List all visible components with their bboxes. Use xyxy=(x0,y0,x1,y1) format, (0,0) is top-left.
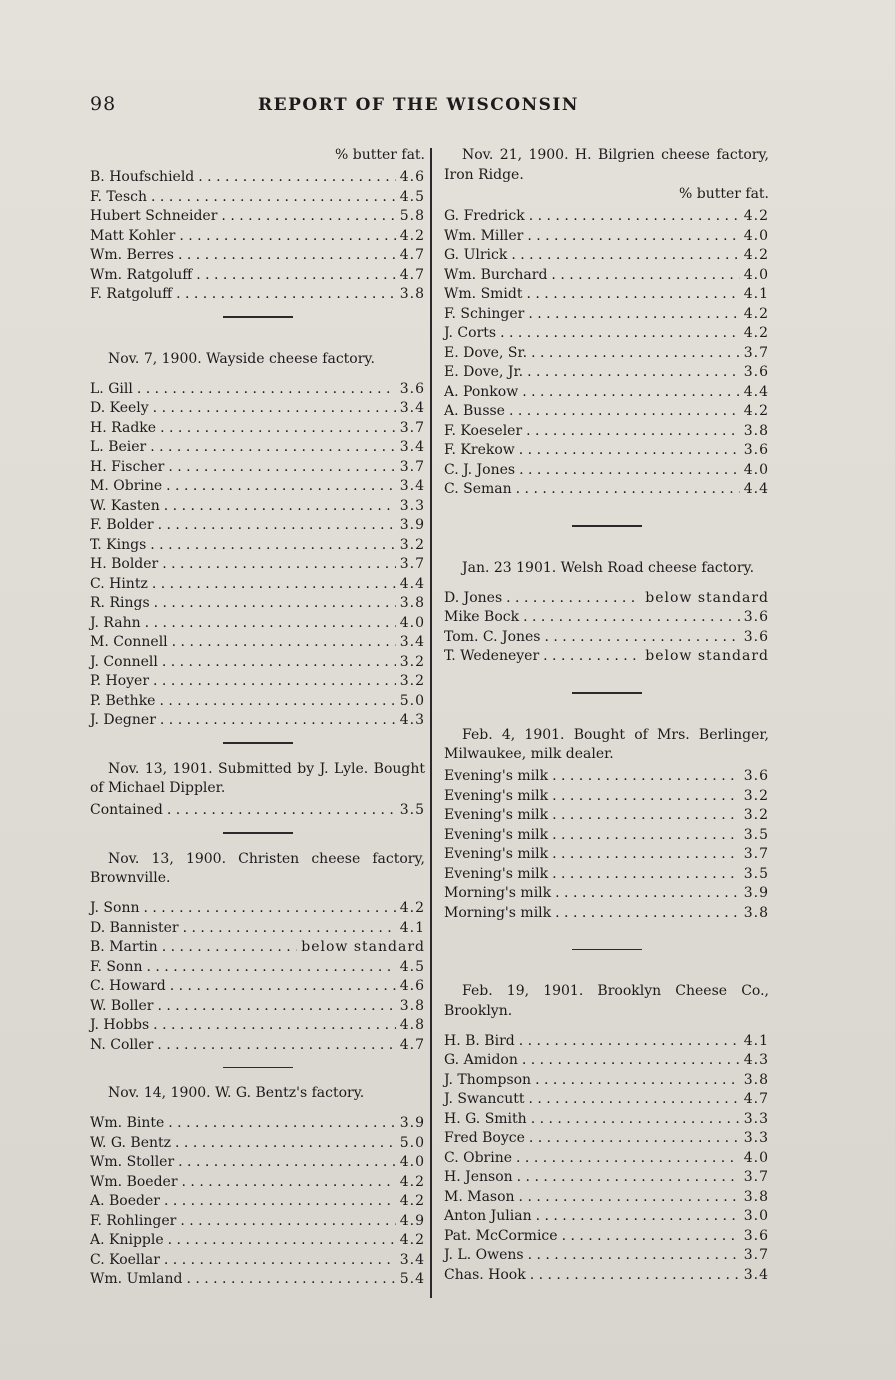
list-item: P. Bethke . . . 5.0 xyxy=(90,689,425,709)
list-item: M. Obrine . . . 3.4 xyxy=(90,475,425,495)
list-item: F. Sonn . . . 4.5 xyxy=(90,955,425,975)
column-label: % butter fat. xyxy=(334,147,425,163)
list-item: J. Connell . . . 3.2 xyxy=(90,650,425,670)
list-item: B. Houfschield . . . 4.6 xyxy=(90,166,425,186)
list-item: Morning's milk . . . 3.9 xyxy=(444,882,769,902)
entry-list xyxy=(90,1112,425,1288)
list-item: G. Ulrick . . . 4.2 xyxy=(444,244,769,264)
list-item: F. Rohlinger . . . 4.9 xyxy=(90,1209,425,1229)
entry-list xyxy=(90,166,425,303)
column-divider xyxy=(430,148,432,1298)
list-item: D. Keely . . . 3.4 xyxy=(90,397,425,417)
entry-list xyxy=(444,765,769,921)
list-item: H. Fischer . . . 3.7 xyxy=(90,455,425,475)
list-item: C. Obrine . . . 4.0 xyxy=(444,1146,769,1166)
list-item: Evening's milk . . . 3.2 xyxy=(444,804,769,824)
list-item: Wm. Burchard . . . 4.0 xyxy=(444,263,769,283)
list-item: J. Hobbs . . . 4.8 xyxy=(90,1014,425,1034)
list-item: Evening's milk . . . 3.6 xyxy=(444,765,769,785)
list-item: Fred Boyce . . . 3.3 xyxy=(444,1127,769,1147)
entry-list xyxy=(444,1029,769,1283)
list-item: Anton Julian . . . 3.0 xyxy=(444,1205,769,1225)
section-divider xyxy=(572,525,642,527)
section-divider xyxy=(223,742,293,744)
list-item: J. Sonn . . . 4.2 xyxy=(90,897,425,917)
list-item: Wm. Stoller . . . 4.0 xyxy=(90,1151,425,1171)
list-item: C. J. Jones . . . 4.0 xyxy=(444,458,769,478)
left-column xyxy=(90,146,425,1287)
list-item: A. Boeder . . . 4.2 xyxy=(90,1190,425,1210)
list-item: A. Ponkow . . . 4.4 xyxy=(444,380,769,400)
list-item: Wm. Ratgoluff . . . 4.7 xyxy=(90,263,425,283)
right-column xyxy=(444,146,769,1283)
list-item: W. G. Bentz . . . 5.0 xyxy=(90,1131,425,1151)
list-item: F. Bolder . . . 3.9 xyxy=(90,514,425,534)
list-item: Chas. Hook . . . 3.4 xyxy=(444,1263,769,1283)
list-item: F. Krekow . . . 3.6 xyxy=(444,439,769,459)
list-item: J. Thompson . . . 3.8 xyxy=(444,1068,769,1088)
section-heading: Feb. 19, 1901. Brooklyn Cheese Co., Brooklyn. xyxy=(444,983,769,1019)
list-item: T. Kings . . . 3.2 xyxy=(90,533,425,553)
list-item: Matt Kohler . . . 4.2 xyxy=(90,224,425,244)
list-item: E. Dove, Sr. . . . 3.7 xyxy=(444,341,769,361)
list-item: Mike Bock . . . 3.6 xyxy=(444,606,769,626)
list-item: N. Coller . . . 4.7 xyxy=(90,1033,425,1053)
list-item: H. G. Smith . . . 3.3 xyxy=(444,1107,769,1127)
list-item: D. Bannister . . . 4.1 xyxy=(90,916,425,936)
section-divider xyxy=(572,692,642,694)
list-item: G. Amidon . . . 4.3 xyxy=(444,1049,769,1069)
column-label: % butter fat. xyxy=(678,186,769,202)
list-item: M. Mason . . . 3.8 xyxy=(444,1185,769,1205)
list-item: F. Koeseler . . . 3.8 xyxy=(444,419,769,439)
section-divider xyxy=(223,832,293,834)
list-item: H. Radke . . . 3.7 xyxy=(90,416,425,436)
entry-list xyxy=(444,586,769,664)
list-item: Wm. Binte . . . 3.9 xyxy=(90,1112,425,1132)
list-item: A. Busse . . . 4.2 xyxy=(444,400,769,420)
section-heading: Nov. 13, 1901. Submitted by J. Lyle. Bought of Michael Dippler. xyxy=(90,760,425,796)
list-item: C. Howard . . . 4.6 xyxy=(90,975,425,995)
list-item: W. Kasten . . . 3.3 xyxy=(90,494,425,514)
list-item: Hubert Schneider . . . 5.8 xyxy=(90,205,425,225)
list-item: W. Boller . . . 3.8 xyxy=(90,994,425,1014)
list-item: J. L. Owens . . . 3.7 xyxy=(444,1244,769,1264)
list-item: Evening's milk . . . 3.2 xyxy=(444,784,769,804)
list-item: C. Seman . . . 4.4 xyxy=(444,478,769,498)
list-item: J. Corts . . . 4.2 xyxy=(444,322,769,342)
list-item: C. Hintz . . . 4.4 xyxy=(90,572,425,592)
list-item: H. Jenson . . . 3.7 xyxy=(444,1166,769,1186)
entry-list xyxy=(90,799,425,819)
list-item: M. Connell . . . 3.4 xyxy=(90,631,425,651)
entry-list xyxy=(90,377,425,728)
entry-list xyxy=(444,205,769,498)
list-item: F. Schinger . . . 4.2 xyxy=(444,302,769,322)
list-item: E. Dove, Jr. . . . 3.6 xyxy=(444,361,769,381)
list-item: T. Wedeneyer . . . below standard xyxy=(444,645,769,665)
section-heading: Nov. 7, 1900. Wayside cheese factory. xyxy=(108,350,375,367)
section-heading: Nov. 21, 1900. H. Bilgrien cheese factory, Iron Ridge. xyxy=(444,147,769,183)
list-item: G. Fredrick . . . 4.2 xyxy=(444,205,769,225)
entry-list xyxy=(90,897,425,1053)
list-item: Wm. Smidt . . . 4.1 xyxy=(444,283,769,303)
list-item: Contained . . . 3.5 xyxy=(90,799,425,819)
section-heading: Jan. 23 1901. Welsh Road cheese factory. xyxy=(462,559,755,576)
list-item: Wm. Miller . . . 4.0 xyxy=(444,224,769,244)
section-divider xyxy=(223,1067,293,1069)
running-title: REPORT OF THE WISCONSIN xyxy=(258,95,579,115)
section-divider xyxy=(572,949,642,951)
list-item: J. Swancutt . . . 4.7 xyxy=(444,1088,769,1108)
section-heading: Nov. 13, 1900. Christen cheese factory, Brownville. xyxy=(90,850,425,886)
list-item: L. Gill . . . 3.6 xyxy=(90,377,425,397)
list-item: R. Rings . . . 3.8 xyxy=(90,592,425,612)
list-item: C. Koellar . . . 3.4 xyxy=(90,1248,425,1268)
list-item: D. Jones . . . below standard xyxy=(444,586,769,606)
section-heading: Feb. 4, 1901. Bought of Mrs. Berlinger, Milwaukee, milk dealer. xyxy=(444,726,769,762)
list-item: Wm. Boeder . . . 4.2 xyxy=(90,1170,425,1190)
list-item: Evening's milk . . . 3.5 xyxy=(444,823,769,843)
list-item: H. B. Bird . . . 4.1 xyxy=(444,1029,769,1049)
list-item: Evening's milk . . . 3.5 xyxy=(444,862,769,882)
list-item: F. Tesch . . . 4.5 xyxy=(90,185,425,205)
list-item: Wm. Berres . . . 4.7 xyxy=(90,244,425,264)
list-item: Evening's milk . . . 3.7 xyxy=(444,843,769,863)
page-header xyxy=(90,93,790,123)
list-item: F. Ratgoluff . . . 3.8 xyxy=(90,283,425,303)
section-divider xyxy=(223,316,293,318)
list-item: Wm. Umland . . . 5.4 xyxy=(90,1268,425,1288)
list-item: P. Hoyer . . . 3.2 xyxy=(90,670,425,690)
list-item: H. Bolder . . . 3.7 xyxy=(90,553,425,573)
list-item: J. Degner . . . 4.3 xyxy=(90,709,425,729)
list-item: Pat. McCormice . . . 3.6 xyxy=(444,1224,769,1244)
list-item: J. Rahn . . . 4.0 xyxy=(90,611,425,631)
section-heading: Nov. 14, 1900. W. G. Bentz's factory. xyxy=(108,1085,365,1101)
list-item: B. Martin . . . below standard xyxy=(90,936,425,956)
list-item: A. Knipple . . . 4.2 xyxy=(90,1229,425,1249)
list-item: Tom. C. Jones . . . 3.6 xyxy=(444,625,769,645)
page-number: 98 xyxy=(90,93,117,115)
list-item: L. Beier . . . 3.4 xyxy=(90,436,425,456)
list-item: Morning's milk . . . 3.8 xyxy=(444,901,769,921)
